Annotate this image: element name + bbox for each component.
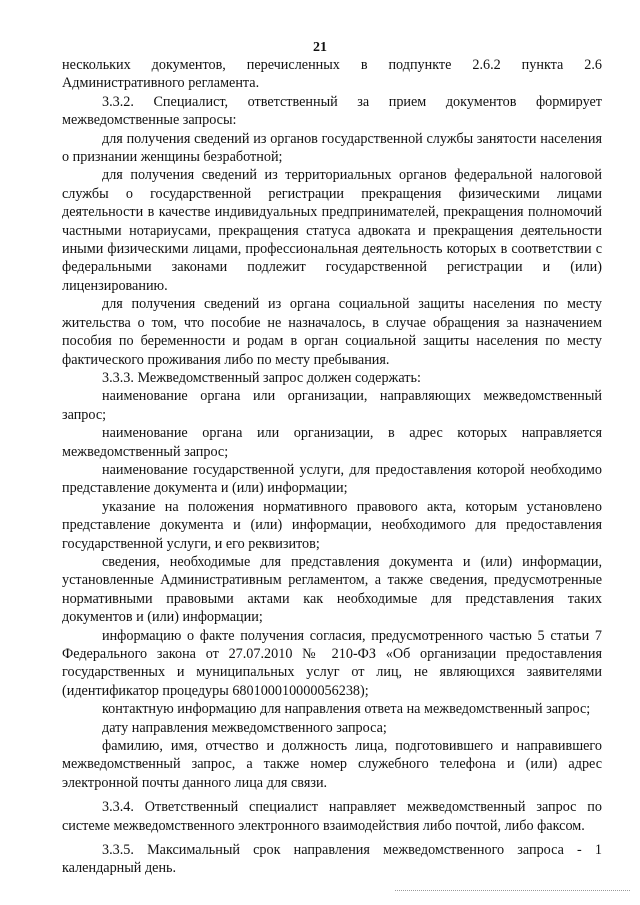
document-body — [62, 56, 602, 878]
paragraph-3-3-3: 3.3.3. Межведомственный запрос должен содержать: — [102, 369, 421, 386]
paragraph-requesting-organ: наименование органа или организации, направляющих межведомственный запрос; — [62, 388, 602, 423]
paragraph-contact-info: контактную информацию для направления ответа на межведомственный запрос; — [102, 701, 591, 718]
paragraph-legal-act: указание на положения нормативного правового акта, которым установлено представление документа и (или) информации, необходимого для предоставления государственной услуги, и его реквизитов; — [62, 498, 602, 552]
paragraph-3-3-2: 3.3.2. Специалист, ответственный за прием документов формирует межведомственные запросы: — [62, 93, 602, 129]
paragraph-service-name: наименование государственной услуги, для предоставления которой необходимо представление документа и (или) информации; — [62, 461, 602, 497]
paragraph-3-3-5: 3.3.5. Максимальный срок направления межведомственного запроса - 1 календарный день. — [62, 842, 602, 877]
paragraph-consent-info: информацию о факте получения согласия, предусмотренного частью 5 статьи 7 Федерального закона от 27.07.2010 № 210-ФЗ «Об организации предоставления государственных и муниципальных услуг от лиц, не являющихся заявителями (идентификатор процедуры 680100010000056238); — [62, 627, 602, 699]
paragraph-continuation: нескольких документов, перечисленных в подпункте 2.6.2 пункта 2.6 Административного регламента. — [62, 57, 602, 92]
bottom-dotted-rule — [395, 890, 630, 891]
paragraph-request-date: дату направления межведомственного запроса; — [102, 719, 387, 736]
paragraph-required-info: сведения, необходимые для представления документа и (или) информации, установленные Административным регламентом, а также сведения, предусмотренные нормативными правовыми актами как необходимые для представления таких документов и (или) информации; — [62, 553, 602, 626]
paragraph-3-3-4: 3.3.4. Ответственный специалист направляет межведомственный запрос по системе межведомственного электронного взаимодействия либо почтой, либо факсом. — [62, 799, 602, 834]
paragraph-responsible-person: фамилию, имя, отчество и должность лица, подготовившего и направившего межведомственный запрос, а также номер служебного телефона и (или) адрес электронной почты данного лица для связи. — [62, 738, 602, 791]
page-number: 21 — [313, 40, 327, 55]
paragraph-employment-service: для получения сведений из органов государственной службы занятости населения о признании женщины безработной; — [62, 130, 602, 166]
paragraph-tax-service: для получения сведений из территориальных органов федеральной налоговой службы о государственной регистрации прекращения физическими лицами деятельности в качестве индивидуальных предпринимателей, прекращения полномочий частными нотариусами, прекращения статуса адвоката и прекращения деятельности иными физическими лицами, профессиональная деятельность которых в соответствии с федеральными законами подлежит государственной регистрации и (или) лицензированию. — [62, 167, 602, 294]
paragraph-addressee-organ: наименование органа или организации, в адрес которых направляется межведомственный запрос; — [62, 425, 602, 460]
paragraph-social-protection: для получения сведений из органа социальной защиты населения по месту жительства о том, что пособие не назначалось, в случае обращения за назначением пособия по беременности и родам в орган социальной защиты населения по месту фактического проживания либо по месту пребывания. — [62, 296, 602, 368]
